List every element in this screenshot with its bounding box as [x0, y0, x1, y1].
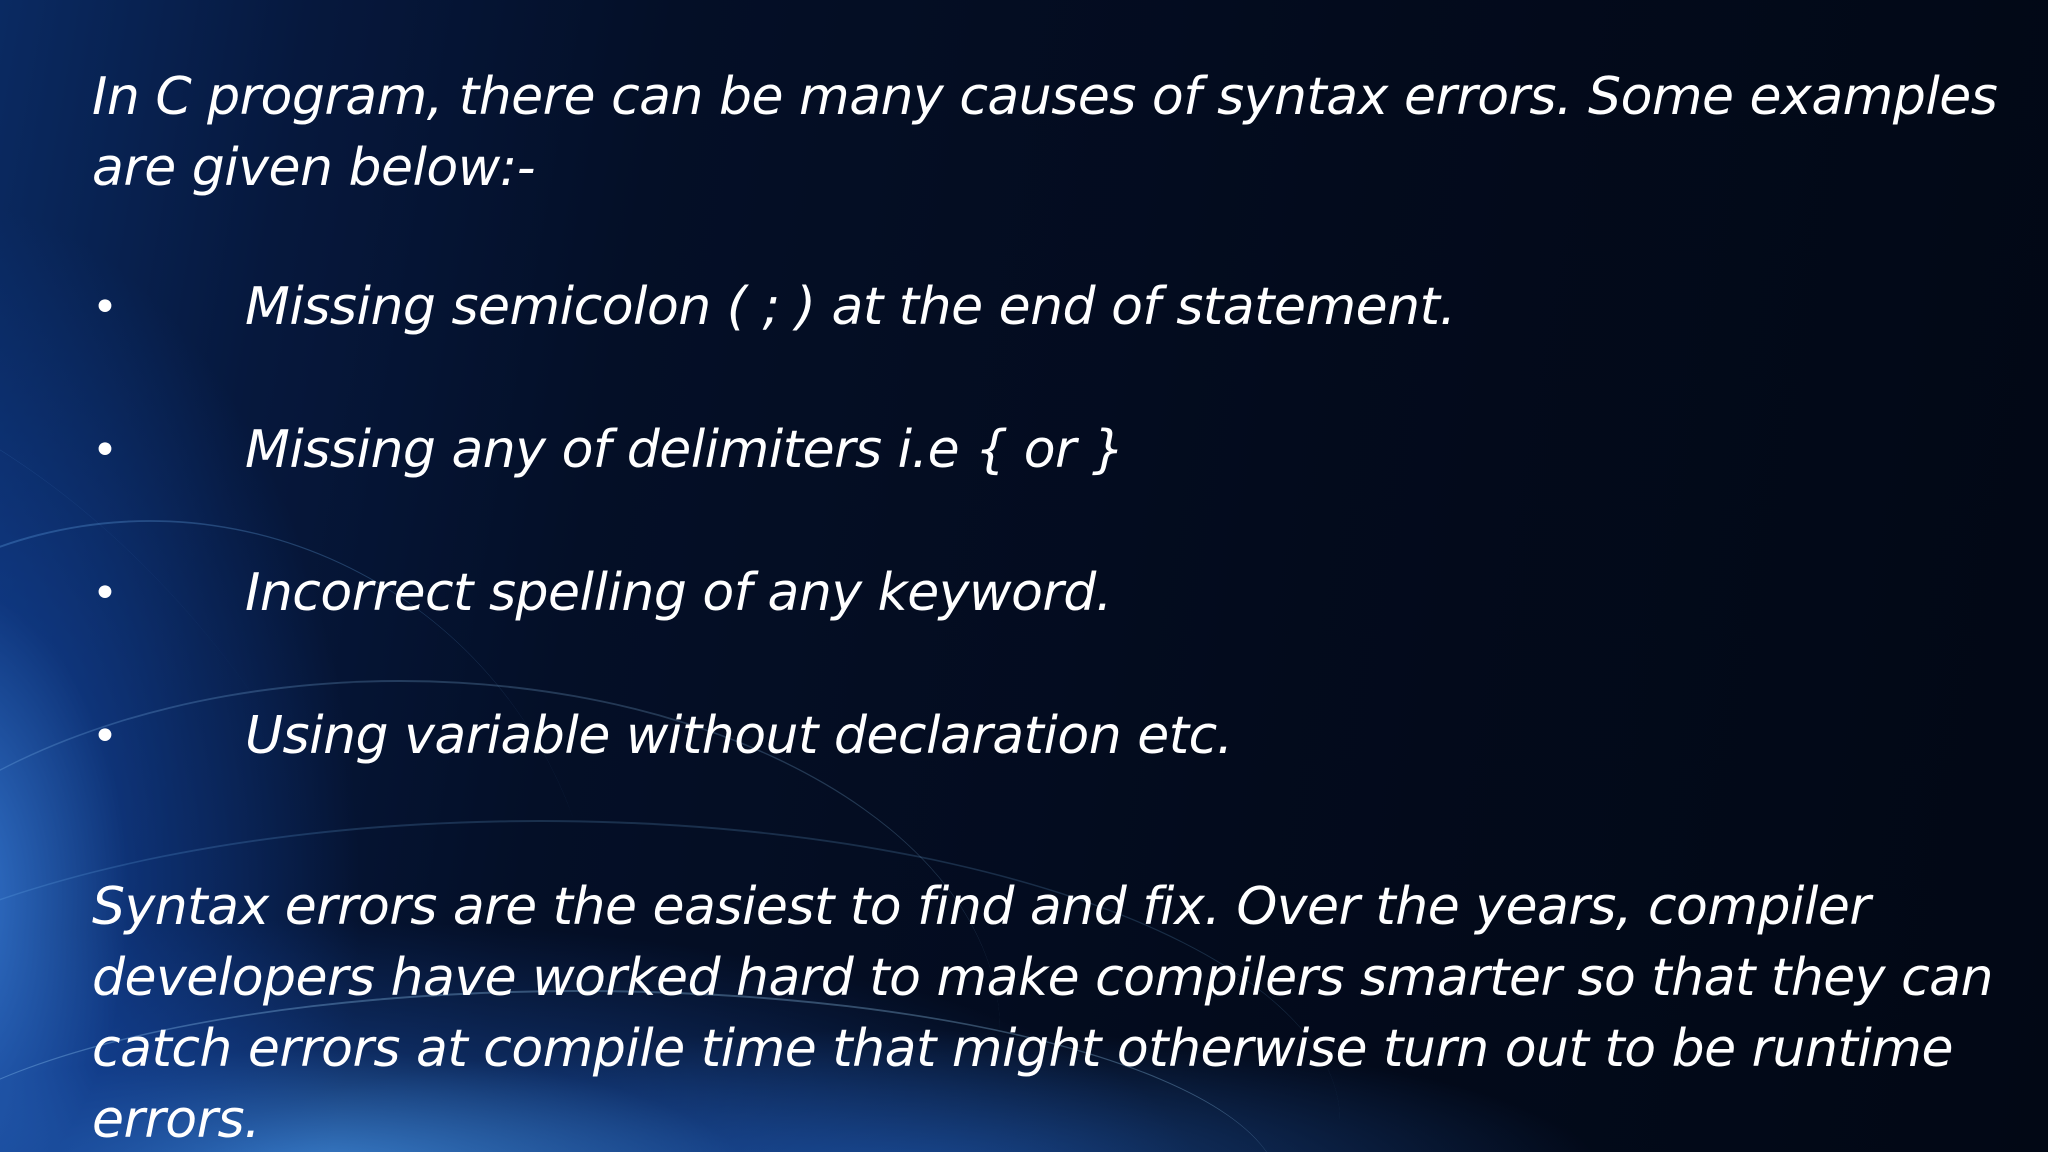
bullet-icon: •: [92, 568, 118, 619]
slide-body: [92, 62, 2012, 1150]
list-item: [92, 415, 1992, 558]
bullet-text: Missing any of delimiters i.e { or }: [245, 420, 1125, 480]
bullet-text: Using variable without declaration etc.: [245, 706, 1233, 766]
bullet-text: Missing semicolon ( ; ) at the end of statement.: [245, 277, 1456, 337]
bullet-text: Incorrect spelling of any keyword.: [245, 563, 1112, 623]
intro-paragraph: In C program, there can be many causes of syntax errors. Some examples are given below:-: [92, 67, 1998, 198]
list-item: [92, 558, 1992, 701]
outro-paragraph: Syntax errors are the easiest to find and fix. Over the years, compiler developers have worked hard to make compilers smarter so that they can catch errors at compile time that might otherwise turn out to be runtime errors.: [92, 877, 1993, 1150]
list-item: [92, 701, 1992, 844]
bullet-icon: •: [92, 711, 118, 762]
bullet-icon: •: [92, 425, 118, 476]
list-item: [92, 272, 1992, 415]
bullet-icon: •: [92, 282, 118, 333]
bullet-list: [92, 272, 1992, 844]
